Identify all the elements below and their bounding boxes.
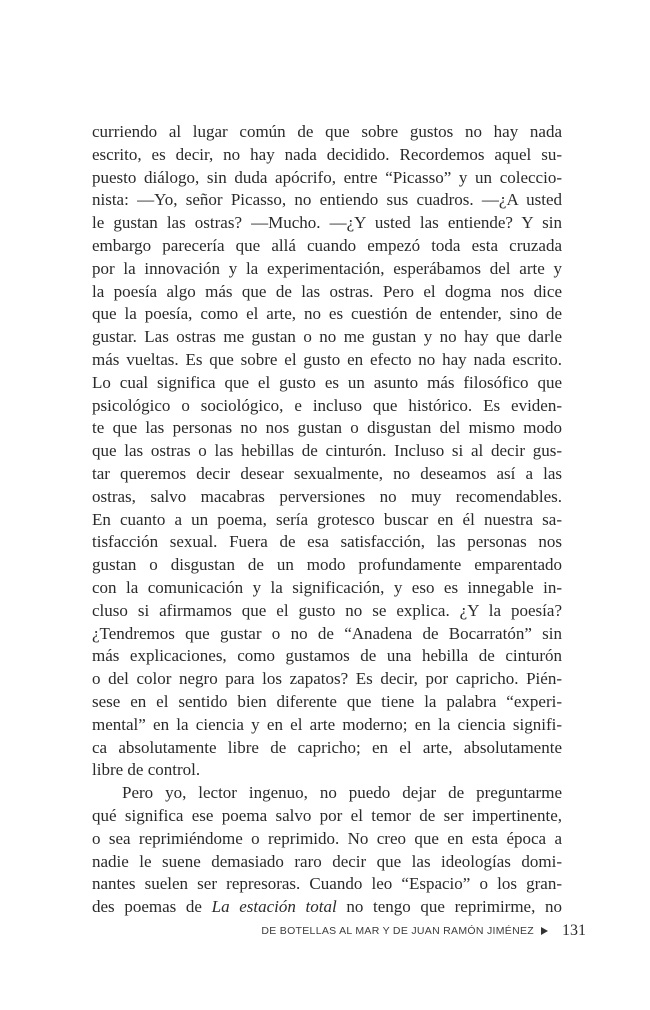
text-line: con la comunicación y la significación, y eso es innegable in-: [92, 577, 562, 597]
text-line: escrito, es decir, no hay nada decidido. Recordemos aquel su-: [92, 144, 562, 164]
text-line: Lo cual significa que el gusto es un asunto más filosófico que: [92, 372, 562, 392]
triangle-right-icon: [541, 927, 548, 935]
paragraph-first-line: Pero yo, lector ingenuo, no puedo dejar de preguntarme: [122, 783, 562, 803]
text-line-with-title: [92, 896, 562, 919]
text-line: por la innovación y la experimentación, esperábamos del arte y: [92, 258, 562, 278]
text-line: gustar. Las ostras me gustan o no me gustan y no hay que darle: [92, 327, 562, 347]
body-text: [92, 121, 562, 919]
text-line: embargo parecería que allá cuando empezó toda esta cruzada: [92, 235, 562, 255]
text-after-title: no tengo que reprimirme, no: [336, 897, 563, 917]
text-line: ¿Tendremos que gustar o no de “Anadena de Bocarratón” sin: [92, 623, 562, 643]
text-line: gustan o disgustan de un modo profundamente emparentado: [92, 555, 562, 575]
page-number: 131: [562, 922, 586, 939]
text-line: que las ostras o las hebillas de cinturón. Incluso si al decir gus-: [92, 441, 562, 461]
text-line: ostras, salvo macabras perversiones no muy recomendables.: [92, 486, 562, 506]
book-title-italic: La estación total: [211, 897, 337, 917]
text-line: cluso si afirmamos que el gusto no se explica. ¿Y la poesía?: [92, 600, 562, 620]
text-line: tar queremos decir desear sexualmente, no deseamos así a las: [92, 463, 562, 483]
text-line: nantes suelen ser represoras. Cuando leo “Espacio” o los gran-: [92, 874, 562, 894]
text-line: la poesía algo más que de las ostras. Pero el dogma nos dice: [92, 281, 562, 301]
text-line: ca absolutamente libre de capricho; en el arte, absolutamente: [92, 737, 562, 757]
page-footer: [250, 920, 586, 942]
text-before-title: des poemas de: [92, 897, 212, 917]
text-line: o sea reprimiéndome o reprimido. No creo que en esta época a: [92, 828, 562, 848]
text-line: qué significa ese poema salvo por el temor de ser impertinente,: [92, 805, 562, 825]
text-line: mental” en la ciencia y en el arte moderno; en la ciencia signifi-: [92, 714, 562, 734]
text-line: tisfacción sexual. Fuera de esa satisfacción, las personas nos: [92, 532, 562, 552]
text-line: nista: —Yo, señor Picasso, no entiendo sus cuadros. —¿A usted: [92, 190, 562, 210]
text-line: nadie le suene demasiado raro decir que las ideologías domi-: [92, 851, 562, 871]
text-line: En cuanto a un poema, sería grotesco buscar en él nuestra sa-: [92, 509, 562, 529]
text-line: o del color negro para los zapatos? Es decir, por capricho. Pién-: [92, 669, 562, 689]
text-line: más vueltas. Es que sobre el gusto en efecto no hay nada escrito.: [92, 349, 562, 369]
text-line: que la poesía, como el arte, no es cuestión de entender, sino de: [92, 304, 562, 324]
text-line: sese en el sentido bien diferente que tiene la palabra “experi-: [92, 691, 562, 711]
paragraph-end-line: libre de control.: [92, 760, 201, 780]
text-line: puesto diálogo, sin duda apócrifo, entre “Picasso” y un coleccio-: [92, 167, 562, 187]
text-line: curriendo al lugar común de que sobre gustos no hay nada: [92, 122, 562, 141]
text-line: te que las personas no nos gustan o disgustan del mismo modo: [92, 418, 562, 438]
text-line: más explicaciones, como gustamos de una hebilla de cinturón: [92, 646, 562, 666]
text-line: psicológico o sociológico, e incluso que histórico. Es eviden-: [92, 395, 562, 415]
running-head: DE BOTELLAS AL MAR Y DE JUAN RAMÓN JIMÉNEZ: [261, 925, 534, 937]
text-line: le gustan las ostras? —Mucho. —¿Y usted las entiende? Y sin: [92, 213, 562, 233]
